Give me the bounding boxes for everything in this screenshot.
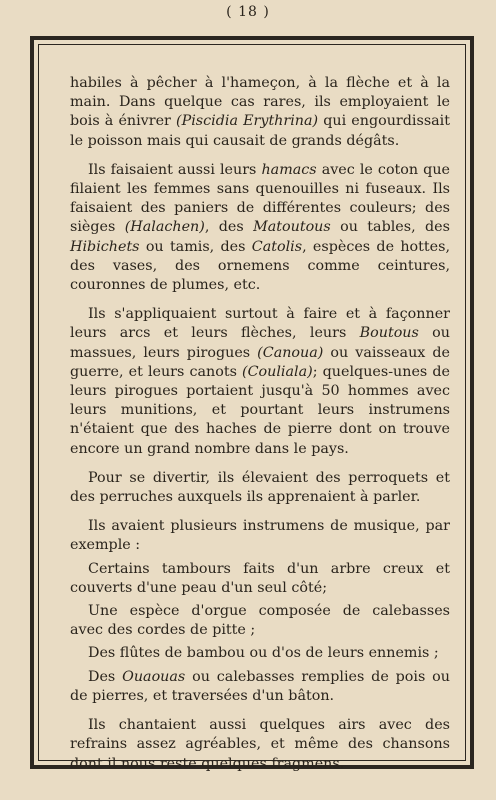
text-run: Certains tambours faits d'un arbre creux et couverts d'une peau d'un seul côté; — [70, 560, 450, 596]
text-run: ou calebasses remplies de pois ou de pierres, et traversées d'un bâton. — [70, 668, 450, 704]
paragraph — [70, 602, 450, 640]
text-run: Ils faisaient aussi leurs — [88, 161, 262, 178]
text-run: Ils avaient plusieurs instrumens de musique, par exemple : — [70, 518, 450, 554]
text-run: qui engourdissait le poisson mais qui causait de grands dégâts. — [70, 113, 451, 149]
italic-term: Catolis — [251, 238, 303, 255]
italic-term: Hibichets — [70, 238, 140, 255]
body-text — [70, 74, 450, 784]
italic-term: hamacs — [261, 161, 317, 178]
text-run: Ils s'appliquaient surtout à faire et à façonner leurs arcs et leurs flèches, leurs — [70, 306, 450, 342]
text-run: ; quelques-unes de leurs pirogues portaient jusqu'à 50 hommes avec leurs munitions, et pourtant leurs instrumens n'étaient que des haches de pierre dont on trouve encore un grand nombre dans le pays. — [70, 363, 450, 457]
page-number: ( 18 ) — [226, 4, 270, 20]
italic-term: (Couliala) — [242, 363, 313, 380]
text-run: Des flûtes de bambou ou d'os de leurs ennemis ; — [88, 645, 439, 662]
paragraph — [70, 305, 450, 459]
text-run: , des — [204, 219, 254, 236]
text-run: Ils chantaient aussi quelques airs avec des refrains assez agréables, et même des chansons dont il nous reste quelques fragmens. — [70, 717, 450, 772]
text-run: Pour se divertir, ils élevaient des perroquets et des perruches auxquels ils apprenaient à parler. — [70, 469, 450, 506]
italic-term: Ouaouas — [122, 668, 186, 685]
paragraph — [70, 161, 450, 295]
paragraph — [70, 668, 450, 706]
text-run: ou tamis, des — [139, 238, 252, 255]
text-run: ou tables, des — [330, 219, 450, 236]
paragraph — [70, 74, 450, 151]
paragraph — [70, 560, 450, 598]
paragraph — [70, 716, 450, 774]
italic-term: Boutous — [359, 325, 419, 342]
text-run: habiles à pêcher à l'hameçon, à la flèche et à la main. Dans quelque cas rares, ils employaient le bois à énivrer — [70, 75, 450, 130]
italic-term: Matoutous — [253, 219, 331, 236]
text-run: Une espèce d'orgue composée de calebasses avec des cordes de pitte ; — [70, 603, 450, 639]
text-run: , espèces de hottes, des vases, des ornemens comme ceintures, couronnes de plumes, etc. — [70, 238, 450, 294]
text-run: ou massues, leurs pirogues — [70, 325, 450, 361]
paragraph — [70, 469, 450, 507]
italic-term: (Canoua) — [257, 344, 324, 361]
text-run: Des — [88, 668, 123, 685]
italic-term: (Piscidia Erythrina) — [176, 113, 319, 130]
italic-term: (Halachen) — [124, 219, 205, 236]
paragraph — [70, 517, 450, 555]
text-run: avec le coton que filaient les femmes sans quenouilles ni fuseaux. Ils faisaient des paniers de différentes couleurs; des sièges — [70, 161, 450, 236]
paragraph — [70, 644, 450, 663]
text-run: ou vaisseaux de guerre, et leurs canots — [70, 344, 450, 380]
